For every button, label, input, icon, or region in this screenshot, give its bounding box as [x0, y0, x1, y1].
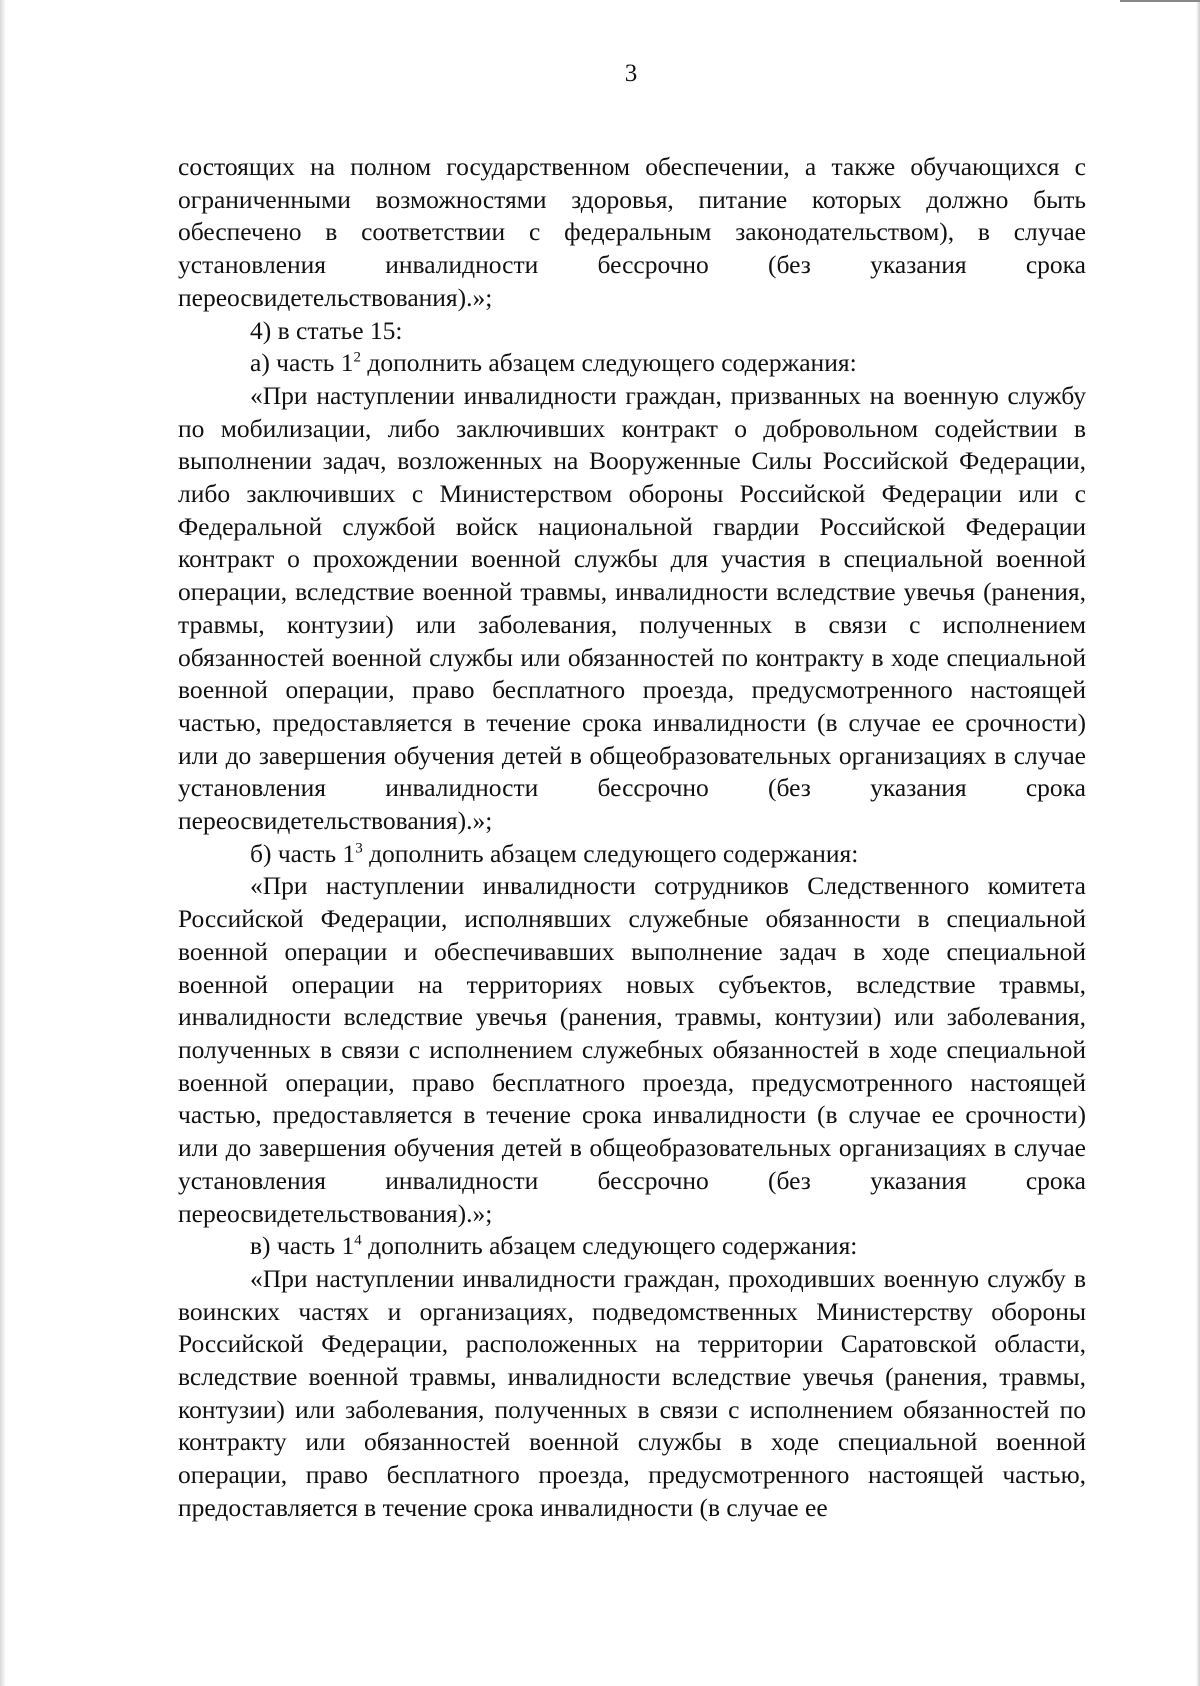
paragraph-item-b	[178, 838, 1086, 871]
item-v-superscript: 4	[354, 1232, 362, 1249]
item-a-suffix: дополнить абзацем следующего содержания:	[361, 348, 857, 378]
scan-edge-left	[0, 0, 6, 1686]
paragraph-item-a	[178, 347, 1086, 380]
paragraph-quote-a: «При наступлении инвалидности граждан, призванных на военную службу по мобилизации, либо заключивших контракт о добровольном содействии в выполнении задач, возложенных на Вооруженные Силы Российской Федерации, либо заключивших с Министерством обороны Российской Федерации или с Федеральной службой войск национальной гвардии Российской Федерации контракт о прохождении военной службы для участия в специальной военной операции, вследствие военной травмы, инвалидности вследствие увечья (ранения, травмы, контузии) или заболевания, полученных в связи с исполнением обязанностей военной службы или обязанностей по контракту в ходе специальной военной операции, право бесплатного проезда, предусмотренного настоящей частью, предоставляется в течение срока инвалидности (в случае ее срочности) или до завершения обучения детей в общеобразовательных организациях в случае установления инвалидности бессрочно (без указания срока переосвидетельствования).»;	[178, 380, 1086, 836]
item-b-suffix: дополнить абзацем следующего содержания:	[362, 838, 859, 868]
item-a-superscript: 2	[353, 349, 362, 366]
item-v-prefix: в) часть 1	[250, 1231, 355, 1261]
page-number: 3	[624, 60, 638, 87]
paragraph-continuation: состоящих на полном государственном обеспечении, а также обучающихся с ограниченными возможностями здоровья, питание которых должно быть обеспечено в соответствии с федеральным законодательством), в случае установления инвалидности бессрочно (без указания срока переосвидетельствования).»;	[178, 152, 1086, 312]
paragraph-quote-b: «При наступлении инвалидности сотрудников Следственного комитета Российской Федерации, исполнявших служебные обязанности в специальной военной операции и обеспечивавших выполнение задач в ходе специальной военной операции на территориях новых субъектов, вследствие травмы, инвалидности вследствие увечья (ранения, травмы, контузии) или заболевания, полученных в связи с исполнением служебных обязанностей в ходе специальной военной операции, право бесплатного проезда, предусмотренного настоящей частью, предоставляется в течение срока инвалидности (в случае ее срочности) или до завершения обучения детей в общеобразовательных организациях в случае установления инвалидности бессрочно (без указания срока переосвидетельствования).»;	[178, 871, 1086, 1228]
item-a-prefix: а) часть 1	[250, 348, 354, 378]
item-b-prefix: б) часть 1	[250, 838, 356, 868]
item-v-suffix: дополнить абзацем следующего содержания:	[361, 1231, 858, 1261]
paragraph-item-v	[178, 1230, 1086, 1263]
scan-edge-top	[1120, 0, 1200, 2]
paragraph-item-4: 4) в статье 15:	[250, 315, 403, 345]
item-b-superscript: 3	[355, 840, 363, 857]
paragraph-quote-v: «При наступлении инвалидности граждан, проходивших военную службу в воинских частях и организациях, подведомственных Министерству обороны Российской Федерации, расположенных на территории Саратовской области, вследствие военной травмы, инвалидности вследствие увечья (ранения, травмы, контузии) или заболевания, полученных в связи с исполнением обязанностей по контракту или обязанностей военной службы в ходе специальной военной операции, право бесплатного проезда, предусмотренного настоящей частью, предоставляется в течение срока инвалидности (в случае ее	[178, 1263, 1086, 1522]
document-body	[178, 151, 1086, 1525]
scan-edge-right	[1196, 0, 1200, 1686]
